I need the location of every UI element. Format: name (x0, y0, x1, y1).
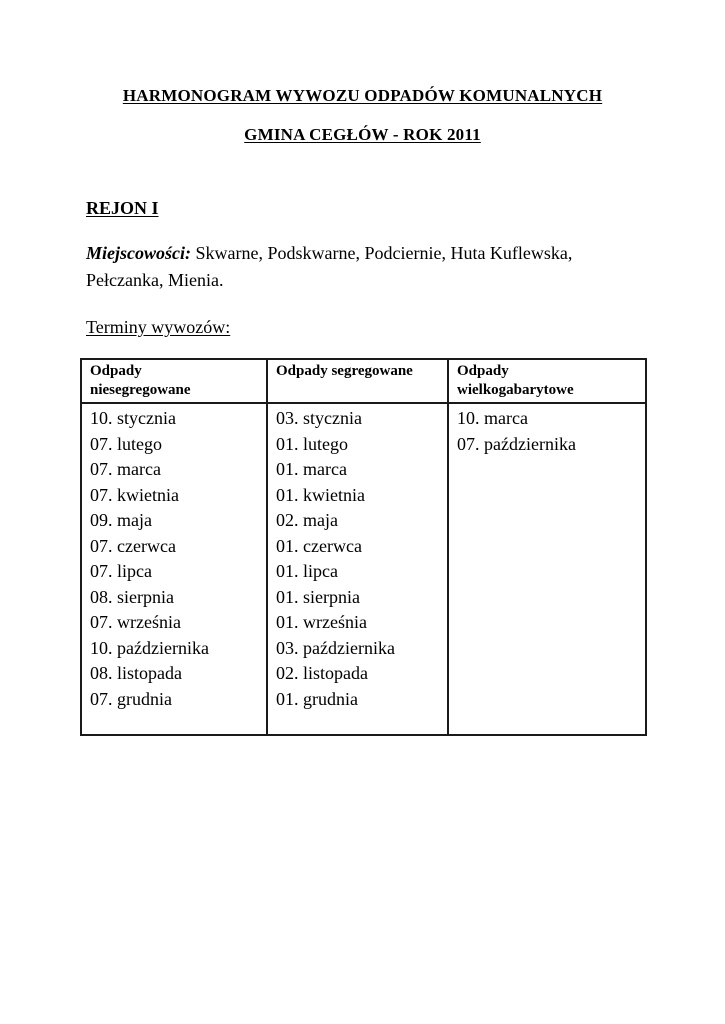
text-line: 01. lipca (276, 561, 338, 581)
text-line: 03. stycznia (276, 408, 362, 428)
text-line: Odpady (457, 363, 509, 379)
dates-odpady-wielkogabarytowe (448, 403, 646, 735)
text-line: 01. grudnia (276, 688, 358, 709)
text-line: 10. stycznia (90, 408, 176, 428)
text-line: 01. czerwca (276, 535, 362, 556)
dates-row (81, 403, 646, 735)
text-line: 07. grudnia (90, 688, 172, 709)
text-line: 01. lutego (276, 433, 348, 454)
text-line: 10. października (90, 637, 209, 658)
localities-paragraph (86, 240, 634, 294)
col-header-odpady-segregowane (267, 359, 448, 403)
text-line: 07. kwietnia (90, 484, 179, 505)
text-line: 07. marca (90, 459, 161, 479)
text-line: 01. kwietnia (276, 484, 365, 505)
text-line: 07. lutego (90, 433, 162, 454)
text-line: 07. lipca (90, 561, 152, 581)
text-line: 07. września (90, 612, 181, 632)
schedule-table-header (81, 359, 646, 403)
localities-colon: : (185, 243, 191, 263)
text-line: 01. marca (276, 459, 347, 479)
text-line: 10. marca (457, 408, 528, 428)
text-line: 08. listopada (90, 663, 182, 683)
doc-title-line2: GMINA CEGŁÓW - ROK 2011 (244, 125, 481, 144)
text-line: niesegregowane (90, 382, 191, 398)
text-line: 07. czerwca (90, 535, 176, 556)
text-line: 09. maja (90, 510, 152, 530)
col-header-odpady-wielkogabarytowe (448, 359, 646, 403)
doc-title-line1: HARMONOGRAM WYWOZU ODPADÓW KOMUNALNYCH (122, 86, 603, 105)
schedule-table (80, 358, 647, 736)
text-line: 01. sierpnia (276, 586, 360, 607)
localities-value: Skwarne, Podskwarne, Podciernie, Huta Kuflewska, Pełczanka, Mienia. (86, 243, 573, 290)
dates-odpady-segregowane (267, 403, 448, 735)
col-header-odpady-niesegregowane (81, 359, 267, 403)
text-line: 08. sierpnia (90, 586, 174, 607)
text-line: Odpady (90, 363, 142, 379)
text-line: 01. września (276, 612, 367, 632)
header-row (81, 359, 646, 403)
dates-odpady-niesegregowane (81, 403, 267, 735)
section-heading-rejon: REJON I (86, 198, 159, 218)
text-line: 02. maja (276, 510, 338, 530)
text-line: wielkogabarytowe (457, 382, 574, 398)
schedule-label: Terminy wywozów: (86, 317, 231, 337)
text-line: 07. października (457, 433, 576, 454)
localities-label: Miejscowości (86, 243, 185, 263)
text-line: 03. października (276, 637, 395, 658)
text-line: 02. listopada (276, 663, 368, 683)
text-line: Odpady segregowane (276, 363, 413, 379)
schedule-table-body (81, 403, 646, 735)
